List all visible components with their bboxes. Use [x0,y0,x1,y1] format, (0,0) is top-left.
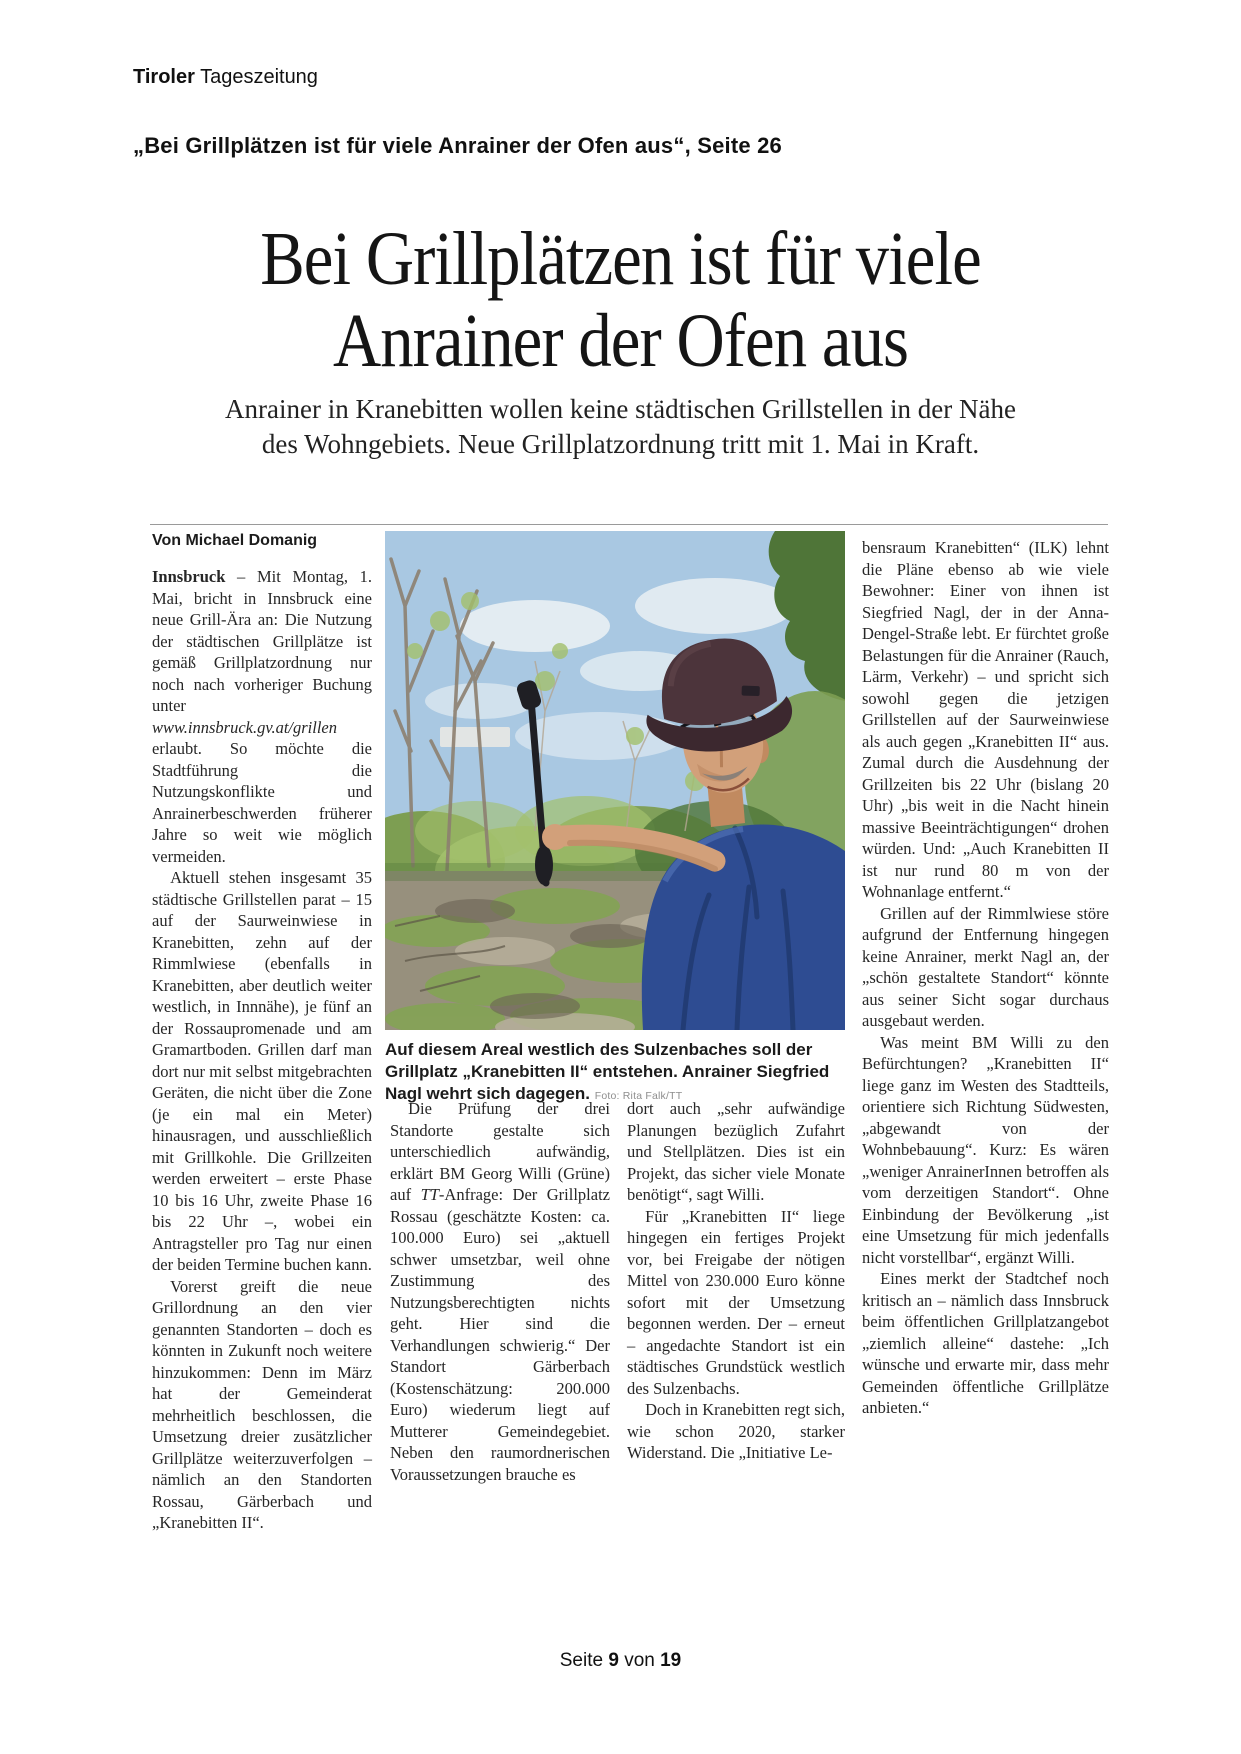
headline-line-1: Bei Grillplätzen ist für viele [260,216,981,302]
photo-credit: Foto: Rita Falk/TT [594,1090,683,1102]
footer-label-von: von [624,1650,655,1671]
subheadline-text: Anrainer in Kranebitten wollen keine städtischen Grillstellen in der Nähe des Wohngebiets. Neue Grillplatzordnung tritt mit 1. Mai in Kraft. [225,394,1016,459]
article-column-3 [627,1098,845,1464]
article-paragraph: Was meint BM Willi zu den Befürchtungen? „Kranebitten II“ liege ganz im Westen des Stadtteils, orientiere sich Richtung Südwesten, „abgewandt von der Wohnbebauung“. Kurz: Es wären „weniger AnrainerInnen betroffen als vom derzeitigen Standort“. Ohne Einbindung der Bevölkerung „ist eine Umsetzung für mich jedenfalls nicht vorstellbar“, ergänzt Willi. [862,1032,1109,1267]
article-paragraph: bensraum Kranebitten“ (ILK) lehnt die Pläne ebenso ab wie viele Bewohner: Einer von ihnen ist Siegfried Nagl, der in der Anna-Dengel-Straße lebt. Er fürchtet große Belastungen für die Anrainer (Rauch, Lärm, Verkehr) – und spricht sich sowohl gegen die jetzigen Grillstellen auf der Saurweinwiese als auch gegen „Kranebitten II“ aus. Zumal durch die Ausdehnung der Grillzeiten bis 22 Uhr (bislang 20 Uhr) „bis weit in die Nacht hinein massive Beeinträchtigungen“ drohen würden. Und: „Auch Kranebitten II ist nur rund 80 m von der Wohnanlage entfernt.“ [862,538,1109,901]
page-footer [0,1650,1241,1672]
reference-headline: „Bei Grillplätzen ist für viele Anrainer der Ofen aus“, Seite 26 [133,133,782,158]
article-paragraph: Grillen auf der Rimmlwiese störe aufgrund der Entfernung hingegen keine Anrainer, merkt Nagl an, der „schön gestaltete Standort“ könnte aus seiner Sicht sogar durchaus ausgebaut werden. [862,903,1109,1030]
footer-total-pages: 19 [660,1650,682,1671]
article-paragraph: Vorerst greift die neue Grillordnung an den vier genannten Standorten – doch es könnten in Zukunft noch weitere hinzukommen: Denn im März hat der Gemeinderat mehrheitlich beschlossen, die Umsetzung dreier zusätzlicher Grillplätze weiterzuverfolgen – nämlich an den Standorten Rossau, Gärberbach und „Kranebitten II“. [152,1276,372,1532]
article-headline [37,218,1204,382]
masthead-brand-bold: Tiroler [133,66,195,88]
article-paragraph: Eines merkt der Stadtchef noch kritisch an – nämlich dass Innsbruck beim öffentlichen Grillplatzangebot „ziemlich alleine“ dastehe: „Ich wünsche und erwarte mir, dass mehr Gemeinden öffentliche Grillplätze anbieten.“ [862,1269,1109,1417]
article-byline: Von Michael Domanig [152,532,318,549]
masthead [133,66,318,89]
photo-caption-text: Auf diesem Areal westlich des Sulzenbaches soll der Grillplatz „Kranebitten II“ entstehen. Anrainer Siegfried Nagl wehrt sich dagegen. [385,1040,830,1103]
article-column-2 [390,1098,610,1485]
headline-line-2: Anrainer der Ofen aus [332,299,909,384]
footer-label-seite: Seite [559,1650,604,1671]
photo-man-hand [542,824,568,850]
article-photo-figure [385,531,845,1107]
article-column-4 [862,537,1109,1419]
article-paragraph: Innsbruck – Mit Montag, 1. Mai, bricht in Innsbruck eine neue Grill-Ära an: Die Nutzung der städtischen Grillplätze ist gemäß Grillplatzordnung nur noch nach vorheriger Buchung unter www.innsbruck.gv.at/grillen erlaubt. So möchte die Stadtführung die Nutzungskonflikte und Anrainerbeschwerden früherer Jahre so weit wie möglich vermeiden. [152,567,372,866]
article-subheadline [0,392,1241,462]
article-paragraph: Aktuell stehen insgesamt 35 städtische Grillstellen parat – 15 auf der Saurweinwiese in Kranebitten, zehn auf der Rimmlwiese (ebenfalls in Kranebitten, aber deutlich weiter westlich, in Innnähe), je fünf an der Rossaupromenade und am Gramartboden. Grillen darf man dort nur mit selbst mitgebrachten Geräten, die nicht über die Zone (je ein mal ein Meter) hinausragen, und ausschließlich mit Grillkohle. Die Grillzeiten werden erweitert – erste Phase 10 bis 16 Uhr, zweite Phase 16 bis 22 Uhr –, wobei ein Antragsteller pro Tag nur einen der beiden Termine buchen kann. [152,868,372,1274]
article-paragraph: Die Prüfung der drei Standorte gestalte sich unterschiedlich aufwändig, erklärt BM Georg Willi (Grüne) auf TT-Anfrage: Der Grillplatz Rossau (geschätzte Kosten: ca. 100.000 Euro) sei „aktuell schwer umsetzbar, weil ohne Zustimmung des Nutzungsberechtigten nichts geht. Hier sind die Verhandlungen schwierig.“ Der Standort Gärberbach (Kostenschätzung: 200.000 Euro) wiederum liegt auf Mutterer Gemeindegebiet. Neben den raumordnerischen Voraussetzungen brauche es [390,1099,610,1484]
footer-page-number: 9 [608,1650,619,1671]
article-paragraph: Für „Kranebitten II“ liege hingegen ein fertiges Projekt vor, bei Freigabe der nötigen Mittel von 230.000 Euro könne sofort mit der Umsetzung begonnen werden. Der – erneut – angedachte Standort ist ein städtisches Grundstück westlich des Sulzenbachs. [627,1206,845,1398]
photo-building-roof [440,727,510,747]
photo-caption [385,1039,845,1107]
section-divider [150,524,1108,525]
article-photo-illustration [385,531,845,1030]
masthead-brand-regular: Tageszeitung [194,66,318,88]
photo-hat-label [742,686,760,697]
article-column-1 [152,566,372,1534]
article-paragraph: Doch in Kranebitten regt sich, wie schon 2020, starker Widerstand. Die „Initiative Le- [627,1400,845,1462]
article-paragraph: dort auch „sehr aufwändige Planungen bezüglich Zufahrt und Stellplätzen. Dies ist ein Projekt, das sicher viele Monate benötigt“, sagt Willi. [627,1099,845,1204]
